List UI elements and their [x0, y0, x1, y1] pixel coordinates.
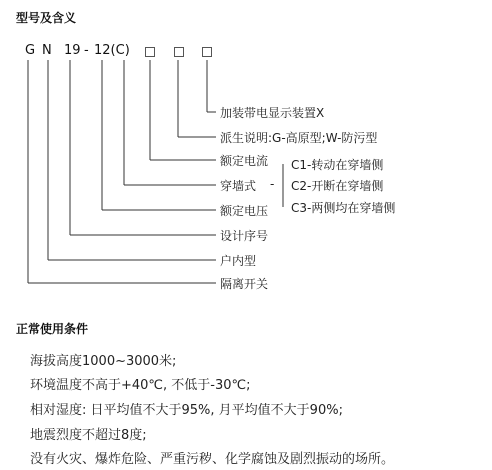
label-rated-voltage: 额定电压 — [220, 204, 269, 218]
label-derivative: 派生说明:G-高原型;W-防污型 — [220, 131, 378, 145]
condition-environment: 没有火灾、爆炸危险、严重污秽、化学腐蚀及剧烈振动的场所。 — [30, 452, 395, 467]
option-c1: C1-转动在穿墙侧 — [291, 158, 384, 172]
code-voltage: 12(C) — [94, 43, 130, 58]
model-meaning-heading: 型号及含义 — [16, 11, 77, 25]
label-indoor-type: 户内型 — [220, 254, 257, 268]
label-wall-type-dash: - — [270, 177, 275, 191]
label-disconnector: 隔离开关 — [220, 277, 269, 291]
code-series: 19 — [64, 43, 81, 58]
usage-conditions-heading: 正常使用条件 — [16, 322, 89, 336]
condition-seismic: 地震烈度不超过8度; — [30, 428, 147, 443]
label-wall-type: 穿墙式 — [220, 179, 257, 193]
code-dash: - — [84, 43, 89, 58]
label-live-indicator: 加装带电显示装置X — [220, 106, 325, 120]
code-g: G — [25, 43, 36, 58]
label-design-serial: 设计序号 — [220, 229, 269, 243]
condition-altitude: 海拔高度1000~3000米; — [30, 354, 177, 369]
label-rated-current: 额定电流 — [220, 154, 269, 168]
condition-humidity: 相对湿度: 日平均值不大于95%, 月平均值不大于90%; — [30, 403, 343, 418]
option-c2: C2-开断在穿墙侧 — [291, 179, 384, 193]
code-n: N — [42, 43, 52, 58]
condition-temperature: 环境温度不高于+40℃, 不低于-30℃; — [30, 378, 251, 393]
option-c3: C3-两侧均在穿墙侧 — [291, 201, 396, 215]
